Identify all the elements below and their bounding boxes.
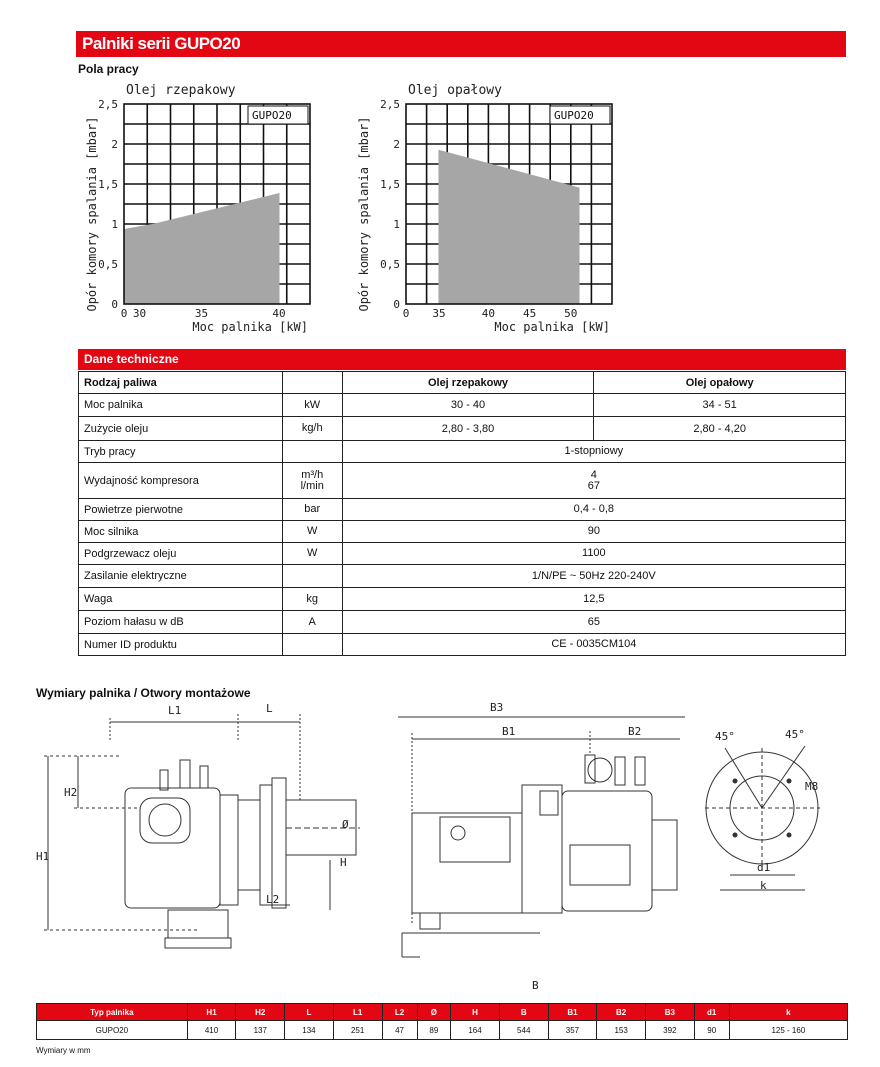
tech-row-value <box>342 441 845 463</box>
dim-label-L1: L1 <box>168 704 182 717</box>
dim-label-H: H <box>340 856 347 869</box>
dims-value-cell: 164 <box>451 1021 500 1040</box>
table-row <box>79 417 846 441</box>
value-text: 12,5 <box>583 592 605 605</box>
tech-row-value <box>342 565 845 588</box>
work-fields-heading: Pola pracy <box>78 62 139 76</box>
tech-row-unit <box>282 499 342 521</box>
tech-header-cell: Olej rzepakowy <box>342 372 594 394</box>
tech-heading-bar <box>78 349 846 370</box>
dims-header-cell: B2 <box>597 1004 646 1021</box>
dims-header-cell: Ø <box>417 1004 451 1021</box>
dimensions-note: Wymiary w mm <box>36 1046 91 1055</box>
x-axis-label: Moc palnika [kW] <box>192 320 308 334</box>
x-tick-label: 0 <box>402 307 410 320</box>
dim-label-H1: H1 <box>36 850 50 863</box>
tech-header-cell <box>282 372 342 394</box>
x-tick-label: 35 <box>194 307 209 320</box>
tech-row-label: Moc silnika <box>79 521 283 543</box>
dimensions-table <box>36 1003 848 1040</box>
y-tick-label: 1,5 <box>98 178 118 191</box>
tech-row-unit <box>282 543 342 565</box>
value-text: 90 <box>587 525 600 537</box>
tech-row-unit <box>282 463 342 499</box>
tech-header-cell: Rodzaj paliwa <box>79 372 283 394</box>
unit-text: W <box>307 525 318 537</box>
tech-row-unit <box>282 588 342 611</box>
dims-header-cell: L1 <box>333 1004 382 1021</box>
mounting-holes-drawing <box>705 708 845 903</box>
x-tick-label: 35 <box>432 307 446 320</box>
tech-row-unit <box>282 611 342 634</box>
y-tick-label: 1 <box>393 218 400 231</box>
x-axis-label: Moc palnika [kW] <box>494 320 610 334</box>
value-text: 67 <box>587 479 600 492</box>
dims-value-cell: 153 <box>597 1021 646 1040</box>
table-row <box>79 611 846 634</box>
x-tick-label: 50 <box>564 307 578 320</box>
dim-label-d1: d1 <box>757 861 771 874</box>
tech-row-label: Moc palnika <box>79 394 283 417</box>
dims-value-cell: 251 <box>333 1021 382 1040</box>
dims-value-cell: 134 <box>285 1021 334 1040</box>
dimensions-heading: Wymiary palnika / Otwory montażowe <box>36 686 251 700</box>
tech-row-unit <box>282 441 342 463</box>
tech-row-label: Poziom hałasu w dB <box>79 611 283 634</box>
tech-row-value <box>342 499 845 521</box>
table-row <box>79 588 846 611</box>
y-tick-label: 2,5 <box>98 98 118 111</box>
y-tick-label: 0,5 <box>98 258 118 271</box>
table-row <box>79 394 846 417</box>
dims-header-cell: L2 <box>382 1004 417 1021</box>
tech-row-value <box>342 634 845 656</box>
unit-text: kg/h <box>301 422 323 434</box>
dims-value-cell: 544 <box>499 1021 548 1040</box>
dim-label-angle-left: 45° <box>715 730 735 743</box>
unit-text: bar <box>304 503 321 515</box>
table-row <box>79 565 846 588</box>
table-row <box>79 543 846 565</box>
table-row <box>79 521 846 543</box>
tech-row-value <box>342 463 845 499</box>
x-tick-label: 30 <box>132 307 147 320</box>
chart-title: Olej opałowy <box>408 83 502 98</box>
chart-title: Olej rzepakowy <box>126 83 236 98</box>
unit-text: A <box>308 615 316 628</box>
tech-row-unit <box>282 634 342 656</box>
dim-label-M8: M8 <box>805 780 819 793</box>
table-row <box>79 441 846 463</box>
dims-header-cell: B1 <box>548 1004 597 1021</box>
y-tick-label: 2 <box>111 138 118 151</box>
y-axis-label: Opór komory spalania [mbar] <box>85 116 99 312</box>
chart-olej-rzepakowy <box>82 78 342 340</box>
x-tick-label: 40 <box>272 307 286 320</box>
tech-row-value <box>342 611 845 634</box>
tech-row-label: Numer ID produktu <box>79 634 283 656</box>
x-tick-label: 0 <box>120 307 128 320</box>
x-tick-label: 40 <box>481 307 496 320</box>
tech-row-label: Zużycie oleju <box>79 417 283 441</box>
tech-row-label: Waga <box>79 588 283 611</box>
tech-row-label: Powietrze pierwotne <box>79 499 283 521</box>
value-text: 0,4 - 0,8 <box>573 503 615 515</box>
tech-table <box>78 371 846 656</box>
dim-label-diameter: Ø <box>342 818 349 831</box>
dims-header-cell: Typ palnika <box>37 1004 188 1021</box>
dims-value-cell: GUPO20 <box>37 1021 188 1040</box>
y-axis-label: Opór komory spalania [mbar] <box>357 116 371 312</box>
tech-row-label: Podgrzewacz oleju <box>79 543 283 565</box>
tech-row-unit <box>282 521 342 543</box>
dims-header-cell: H1 <box>187 1004 236 1021</box>
dim-label-H2: H2 <box>64 786 78 799</box>
dims-value-cell: 137 <box>236 1021 285 1040</box>
burner-front-drawing <box>390 695 695 995</box>
page-title-bar <box>76 31 846 57</box>
dim-label-B2: B2 <box>628 725 642 738</box>
value-text: 1-stopniowy <box>564 445 624 457</box>
tech-row-unit <box>282 394 342 417</box>
value-text: 4 <box>590 468 597 481</box>
dims-value-cell: 392 <box>645 1021 694 1040</box>
dims-header-cell: B <box>499 1004 548 1021</box>
page-title: Palniki serii GUPO20 <box>82 34 241 53</box>
dims-value-cell: 47 <box>382 1021 417 1040</box>
dims-header-cell: H <box>451 1004 500 1021</box>
dims-value-cell: 410 <box>187 1021 236 1040</box>
mounting-hole <box>787 779 792 784</box>
tech-row-value-rzepakowy: 30 - 40 <box>342 394 594 417</box>
mounting-hole <box>787 833 792 838</box>
tech-row-label: Tryb pracy <box>79 441 283 463</box>
dim-label-B1: B1 <box>502 725 516 738</box>
dim-label-L: L <box>266 702 273 715</box>
dims-header-cell: B3 <box>645 1004 694 1021</box>
value-text: 1/N/PE ~ 50Hz 220-240V <box>531 569 656 582</box>
tech-row-value <box>342 588 845 611</box>
tech-row-unit <box>282 565 342 588</box>
working-field-area <box>439 150 579 304</box>
table-row <box>79 463 846 499</box>
dim-label-angle-right: 45° <box>785 728 805 741</box>
mounting-hole <box>733 779 738 784</box>
unit-text: W <box>307 547 318 559</box>
value-text: 1100 <box>582 547 606 559</box>
tech-header-cell: Olej opałowy <box>594 372 846 394</box>
value-text: 65 <box>587 615 600 628</box>
y-tick-label: 2,5 <box>380 98 400 111</box>
table-row <box>79 634 846 656</box>
unit-text: m³/h <box>301 468 324 481</box>
x-tick-label: 45 <box>522 307 537 320</box>
y-tick-label: 0 <box>111 298 118 311</box>
unit-text: kW <box>304 398 321 411</box>
dims-header-cell: d1 <box>694 1004 729 1021</box>
dims-value-cell: 125 - 160 <box>729 1021 847 1040</box>
dims-header-cell: k <box>729 1004 847 1021</box>
dim-label-k: k <box>760 879 767 892</box>
y-tick-label: 0,5 <box>380 258 400 271</box>
chart-tag: GUPO20 <box>554 109 594 122</box>
tech-row-label: Zasilanie elektryczne <box>79 565 283 588</box>
dims-value-cell: 357 <box>548 1021 597 1040</box>
dims-header-cell: L <box>285 1004 334 1021</box>
dims-value-cell: 90 <box>694 1021 729 1040</box>
dims-value-cell: 89 <box>417 1021 451 1040</box>
tech-row-label: Wydajność kompresora <box>79 463 283 499</box>
tech-row-value-rzepakowy: 2,80 - 3,80 <box>342 417 594 441</box>
tech-header-row <box>79 372 846 394</box>
tech-row-value-opalowy: 2,80 - 4,20 <box>594 417 846 441</box>
y-tick-label: 2 <box>393 138 400 151</box>
chart-olej-opalowy <box>352 78 627 340</box>
tech-row-unit <box>282 417 342 441</box>
tech-heading: Dane techniczne <box>84 352 179 366</box>
y-tick-label: 0 <box>393 298 400 311</box>
dims-header-cell: H2 <box>236 1004 285 1021</box>
chart-tag: GUPO20 <box>252 109 292 122</box>
tech-row-value <box>342 521 845 543</box>
unit-text: kg <box>306 592 319 605</box>
table-row <box>79 499 846 521</box>
dim-label-B: B <box>532 979 539 992</box>
value-text: CE - 0035CM104 <box>551 638 637 650</box>
dim-label-B3: B3 <box>490 701 504 714</box>
y-tick-label: 1 <box>111 218 118 231</box>
tech-row-value <box>342 543 845 565</box>
unit-text: l/min <box>300 479 324 492</box>
dim-label-L2: L2 <box>266 893 280 906</box>
burner-side-drawing <box>30 700 375 975</box>
mounting-hole <box>733 833 738 838</box>
y-tick-label: 1,5 <box>380 178 400 191</box>
tech-row-value-opalowy: 34 - 51 <box>594 394 846 417</box>
